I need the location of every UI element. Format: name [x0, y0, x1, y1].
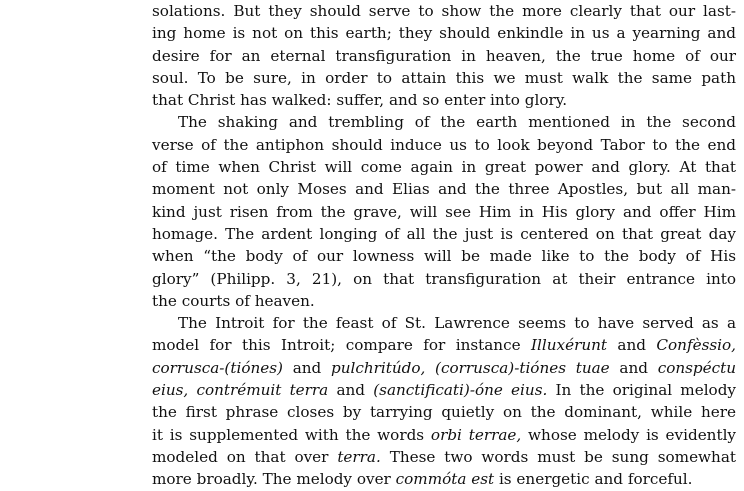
- text-run: desire for an eternal transfiguration in heaven, the true home of our: [152, 46, 736, 65]
- text-run: ing home is not on this earth; they should enkindle in us a yearning and: [152, 24, 736, 43]
- text-run: soul. To be sure, in order to attain this we must walk the same path: [152, 68, 736, 87]
- text-line: [152, 446, 736, 468]
- text-run: glory” (Philipp. 3, 21), on that transfiguration at their entrance into: [152, 269, 736, 288]
- text-run: it is supplemented with the words: [152, 425, 431, 444]
- text-run: and: [328, 381, 374, 400]
- text-line: [152, 201, 736, 223]
- text-line: [152, 134, 736, 156]
- italic-phrase: eius, contrémuit terra: [152, 381, 329, 400]
- text-line: [152, 401, 736, 423]
- text-line: [152, 468, 736, 490]
- text-line: [152, 268, 736, 290]
- text-run: The Introit for the feast of St. Lawrence seems to have served as a: [178, 314, 736, 333]
- text-run: the first phrase closes by tarrying quietly on the dominant, while here: [152, 403, 736, 422]
- text-run: the courts of heaven.: [152, 291, 315, 310]
- text-run: more broadly. The melody over: [152, 470, 396, 489]
- text-run: The shaking and trembling of the earth mentioned in the second: [178, 113, 736, 132]
- text-run: and: [607, 336, 657, 355]
- italic-phrase: orbi terrae,: [430, 425, 522, 444]
- text-line: [152, 334, 736, 356]
- italic-phrase: (sanctificati)-óne eius.: [373, 381, 548, 400]
- italic-phrase: conspéctu: [657, 358, 737, 377]
- italic-phrase: corrusca-(tiónes): [152, 358, 283, 377]
- text-run: These two words must be sung somewhat: [380, 447, 736, 466]
- text-run: moment not only Moses and Elias and the three Apostles, but all man-: [152, 180, 736, 199]
- italic-phrase: terra.: [337, 447, 381, 466]
- text-run: and: [609, 358, 658, 377]
- italic-phrase: Confèssio,: [656, 336, 736, 355]
- text-line: [152, 67, 736, 89]
- text-line: [152, 290, 736, 312]
- text-line: [152, 312, 736, 334]
- text-run: when “the body of our lowness will be made like to the body of His: [152, 247, 736, 266]
- text-run: homage. The ardent longing of all the just is centered on that great day: [152, 224, 736, 243]
- text-run: model for this Introit; compare for instance: [152, 336, 532, 355]
- text-line: [152, 45, 736, 67]
- text-run: kind just risen from the grave, will see Him in His glory and offer Him: [152, 202, 736, 221]
- text-run: and: [282, 358, 331, 377]
- text-run: whose melody is evidently: [521, 425, 737, 444]
- text-run: modeled on that over: [152, 447, 338, 466]
- text-line: [152, 111, 736, 133]
- text-line: [152, 223, 736, 245]
- text-line: [152, 178, 736, 200]
- text-line: [152, 245, 736, 267]
- text-line: [152, 156, 736, 178]
- text-line: [152, 89, 736, 111]
- italic-phrase: commóta est: [395, 470, 495, 489]
- text-run: is energetic and forceful.: [494, 470, 693, 489]
- text-run: of time when Christ will come again in great power and glory. At that: [152, 158, 736, 177]
- text-run: verse of the antiphon should induce us to look beyond Tabor to the end: [152, 135, 736, 154]
- text-line: [152, 379, 736, 401]
- text-line: [152, 424, 736, 446]
- italic-phrase: Illuxérunt: [531, 336, 607, 355]
- book-page-text: [152, 0, 736, 491]
- text-line: [152, 0, 736, 22]
- text-line: [152, 357, 736, 379]
- text-line: [152, 22, 736, 44]
- text-run: In the original melody: [547, 381, 736, 400]
- italic-phrase: pulchritúdo, (corrusca)-tiónes tuae: [330, 358, 610, 377]
- text-run: solations. But they should serve to show the more clearly that our last-: [152, 2, 736, 20]
- text-run: that Christ has walked: suffer, and so enter into glory.: [152, 91, 568, 110]
